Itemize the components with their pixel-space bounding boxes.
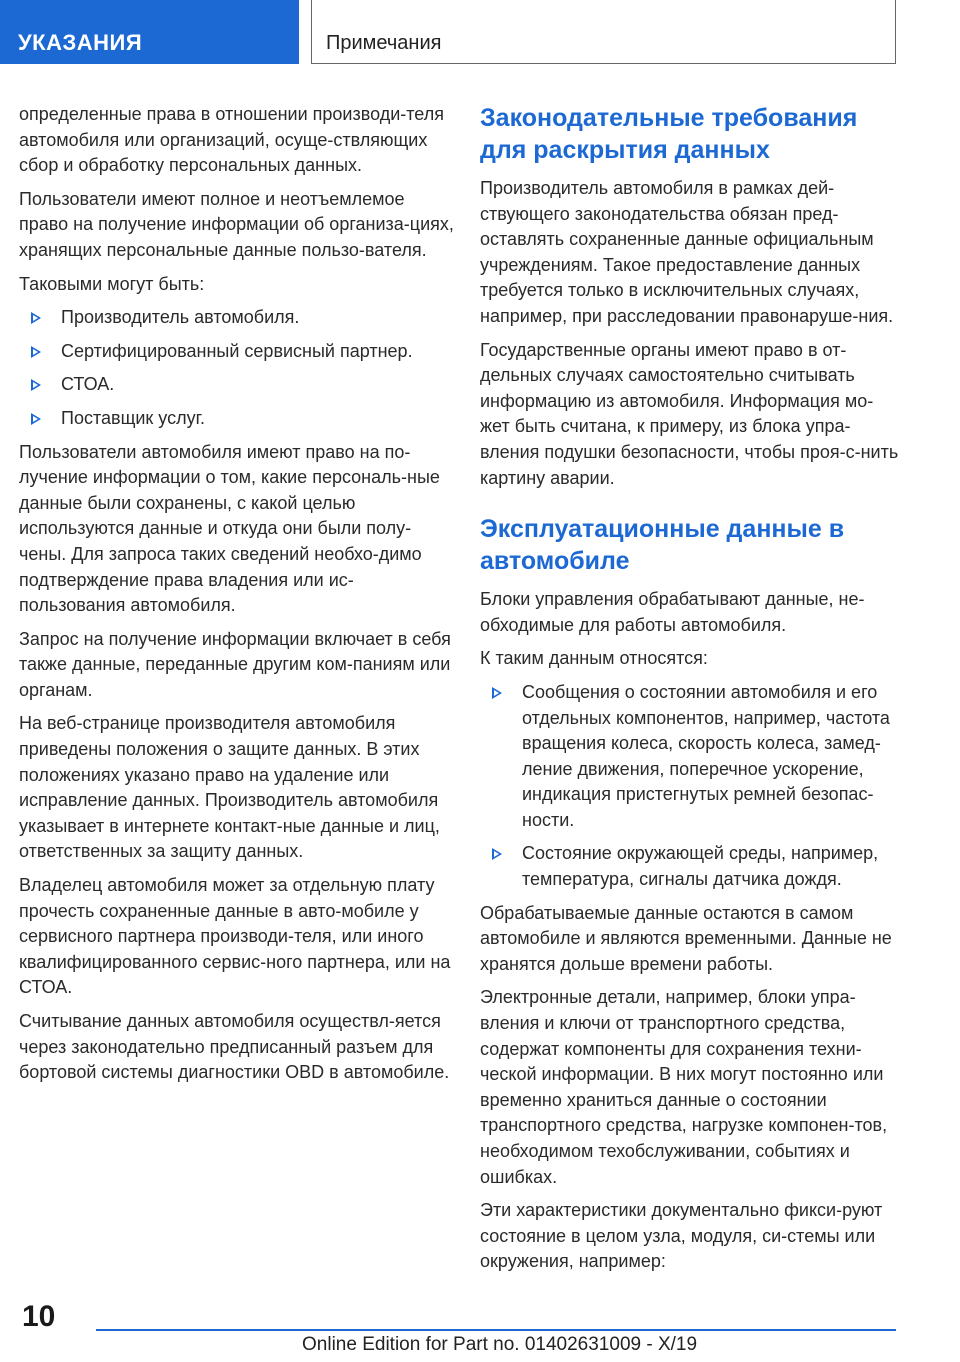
list-item-text: Состояние окружающей среды, например, температура, сигналы датчика дождя.: [522, 843, 879, 890]
left-column: [19, 102, 455, 1094]
paragraph: Пользователи автомобиля имеют право на по-лучение информации о том, какие персональ-ные данные были сохранены, с какой целью используются данные и откуда они были полу-чены. Для запроса таких сведений необхо-димо подтверждение права владения или ис-пользования автомобиля.: [19, 441, 440, 616]
list-item: [19, 305, 455, 331]
paragraph: Производитель автомобиля в рамках дей-ствующего законодательства обязан пред-оставлять сохраненные данные официальным учреждениям. Такое предоставление данных требуется только в исключительных случаях, например, при расследовании правонаруше-ния.: [480, 178, 894, 326]
triangle-bullet-icon: [31, 379, 41, 391]
paragraph: Электронные детали, например, блоки упра-вления и ключи от транспортного средства, содержат компоненты для сохранения техни-ческой информации. В них могут постоянно или временно храниться данные о состоянии транспортного средства, нагрузке компонен-тов, необходимом техобслуживании, событиях и ошибках.: [480, 987, 888, 1187]
list-item: [480, 680, 900, 834]
subsection-header: [311, 0, 896, 64]
section-tab-label: УКАЗАНИЯ: [18, 30, 143, 55]
list-item-text: СТОА.: [61, 374, 115, 395]
list-item: [480, 841, 900, 892]
triangle-bullet-icon: [31, 312, 41, 324]
paragraph: определенные права в отношении производи-теля автомобиля или организаций, осуще-ствляющих сбор и обработку персональных данных.: [19, 104, 444, 176]
paragraph: Эти характеристики документально фикси-руют состояние в целом узла, модуля, си-стемы или окружения, например:: [480, 1200, 883, 1272]
bullet-list: [480, 680, 900, 893]
right-column: [480, 102, 900, 1283]
paragraph: Таковыми могут быть:: [19, 273, 205, 294]
list-item-text: Сертифицированный сервисный партнер.: [61, 340, 413, 361]
section-heading: Законодательные требования для раскрытия данных: [480, 104, 858, 164]
list-item-text: Сообщения о состоянии автомобиля и его отдельных компонентов, например, частота вращения колеса, скорость колеса, замед-ление движения, поперечное ускорение, индикация пристегнутых ремней безопас-ности.: [522, 681, 890, 830]
paragraph: Государственные органы имеют право в от-дельных случаях самостоятельно считывать информацию из автомобиля. Информация мо-жет быть считана, к примеру, из блока упра-вления подушки безопасности, чтобы проя-с-нить картину аварии.: [480, 339, 899, 488]
page-number: 10: [22, 1300, 56, 1333]
list-item: [19, 339, 455, 365]
list-item: [19, 372, 455, 398]
paragraph: Считывание данных автомобиля осуществл-яется через законодательно предписанный разъем для бортовой системы диагностики OBD в автомобиле.: [19, 1011, 450, 1083]
subsection-title: Примечания: [326, 32, 442, 54]
list-item: [19, 406, 455, 432]
paragraph: На веб-странице производителя автомобиля приведены положения о защите данных. В этих положениях указано право на удаление или исправление данных. Производитель автомобиля указывает в интернете контакт-ные данные и лиц, ответственных за защиту данных.: [19, 713, 440, 862]
section-heading: Эксплуатационные данные в автомобиле: [480, 515, 845, 576]
paragraph: К таким данным относятся:: [480, 648, 708, 669]
triangle-bullet-icon: [31, 346, 41, 358]
footer-divider: [96, 1329, 896, 1331]
section-tab: [0, 0, 299, 64]
paragraph: Владелец автомобиля может за отдельную плату прочесть сохраненные данные в авто-мобиле у сервисного партнера производи-теля, или иного квалифицированного сервис-ного партнера, или на СТОА.: [19, 875, 451, 998]
paragraph: Пользователи имеют полное и неотъемлемое право на получение информации об организа-циях, хранящих персональные данные пользо-вателя.: [19, 188, 454, 260]
triangle-bullet-icon: [492, 687, 502, 699]
footer-edition-text: Online Edition for Part no. 01402631009 - X/19: [302, 1334, 698, 1355]
paragraph: Запрос на получение информации включает в себя также данные, переданные другим ком-паниям или органам.: [19, 628, 451, 700]
triangle-bullet-icon: [492, 848, 502, 860]
bullet-list: [19, 305, 455, 431]
paragraph: Блоки управления обрабатывают данные, не-обходимые для работы автомобиля.: [480, 589, 865, 635]
paragraph: Обрабатываемые данные остаются в самом автомобиле и являются временными. Данные не хранятся дольше времени работы.: [480, 902, 892, 974]
list-item-text: Производитель автомобиля.: [61, 307, 300, 328]
triangle-bullet-icon: [31, 413, 41, 425]
list-item-text: Поставщик услуг.: [61, 407, 205, 428]
